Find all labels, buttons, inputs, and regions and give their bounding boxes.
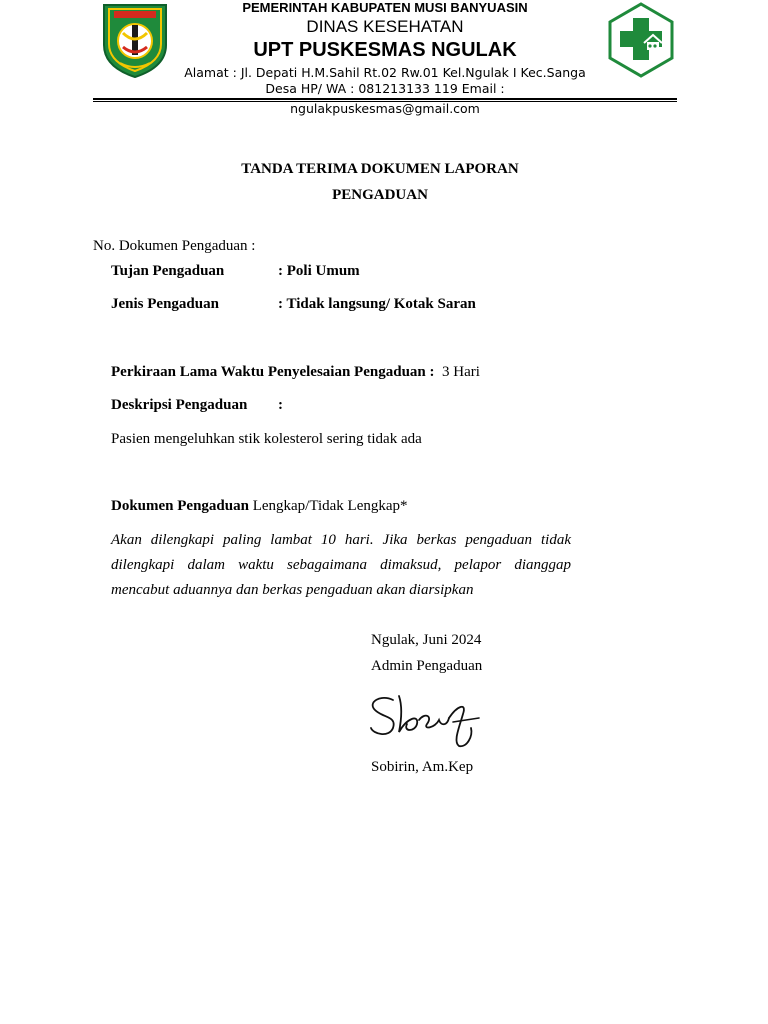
letterhead-institution-name: UPT PUSKESMAS NGULAK [253, 39, 517, 61]
completion-note: Akan dilengkapi paling lambat 10 hari. Jika berkas pengaduan tidak dilengkapi dalam waktu sebagaimana dimaksud, pelapor dianggap mencabut aduannya dan berkas pengaduan akan diarsipkan [111, 532, 571, 598]
place-date: Ngulak, Juni 2024 [371, 632, 482, 648]
completion-time-label: Perkiraan Lama Waktu Penyelesaian Pengaduan : [111, 364, 435, 380]
document-status-label: Dokumen Pengaduan [111, 498, 249, 514]
signer-role: Admin Pengaduan [371, 658, 483, 674]
letterhead-contact-line: Desa HP/ WA : 081213133 119 Email : [265, 81, 505, 96]
document-status-row [111, 497, 408, 515]
document-status-value: Lengkap/Tidak Lengkap* [252, 498, 408, 514]
signer-name: Sobirin, Am.Kep [371, 759, 474, 775]
tujuan-value: : Poli Umum [278, 263, 360, 279]
completion-time-row [111, 363, 480, 381]
completion-time-value: 3 Hari [442, 364, 480, 380]
handwritten-signature [363, 688, 485, 752]
description-label: Deskripsi Pengaduan [111, 397, 248, 413]
jenis-value: : Tidak langsung/ Kotak Saran [278, 296, 476, 312]
letterhead-government-line: PEMERINTAH KABUPATEN MUSI BANYUASIN [242, 0, 528, 15]
document-number-label: No. Dokumen Pengaduan : [93, 238, 256, 254]
tujuan-label: Tujan Pengaduan [111, 263, 225, 279]
description-text: Pasien mengeluhkan stik kolesterol sering tidak ada [111, 431, 422, 447]
letterhead-divider-thick [93, 98, 677, 100]
document-title-line1: TANDA TERIMA DOKUMEN LAPORAN [241, 161, 519, 177]
jenis-label: Jenis Pengaduan [111, 296, 219, 312]
letterhead-email: ngulakpuskesmas@gmail.com [290, 101, 480, 116]
description-colon: : [278, 397, 283, 413]
document-title-line2: PENGADUAN [332, 187, 428, 203]
letterhead-address-line: Alamat : Jl. Depati H.M.Sahil Rt.02 Rw.01 Kel.Ngulak I Kec.Sanga [184, 65, 586, 80]
letterhead-department-line: DINAS KESEHATAN [306, 17, 464, 36]
